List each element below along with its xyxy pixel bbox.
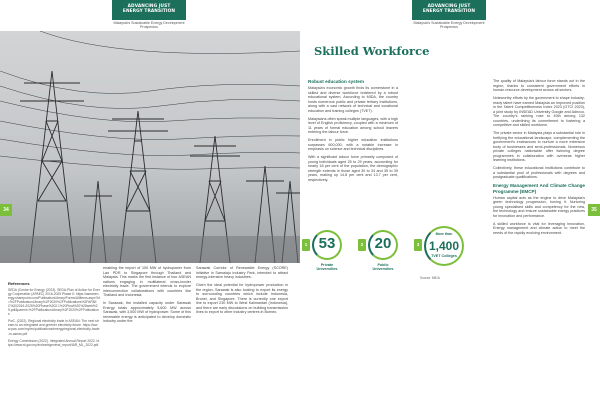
banner-line-2: ENERGY TRANSITION [122, 9, 176, 15]
header-banner [412, 0, 486, 20]
paragraph: Malaysia's economic growth finds its cornerstone in a skilled and diverse workforce bolstered by a robust educational system. According to MIDA, the country hosts numerous public and private tertiary institutions, along with a vast network of technical and vocational education and training colleges (TVET). [308, 86, 398, 113]
paragraph: With a significant labour force primarily composed of young individuals aged 25 to 29 years, accounting for nearly 18 per cent of the population, the demographic strength extends in those aged 30 to 34 and 35 to 39 years, making up 14.8 per cent and 13.7 per cent, respectively. [308, 155, 398, 182]
paragraph: The quality of Malaysia's labour force stands out in the region, thanks to consistent government efforts in human resource development across all sectors. [493, 79, 585, 92]
references-column [8, 282, 100, 350]
stat-caption [307, 263, 347, 272]
paragraph: The private sector in Malaysia plays a substantial role in fortifying the educational landscape, complementing the government's endeavours to nurture a more extensive body of businesses and semi-professionals. Numerous private colleges nationwide offer twinning degree programmes in collaboration with overseas higher learning institutions. [493, 131, 585, 162]
stat-caption-line-1: TVET Colleges [431, 254, 457, 258]
stat-number: 20 [374, 235, 392, 252]
reference-item: PwC. (2022). Regional electricity trade in ASEAN: The next stream to an integrated and greener electricity future. https://www.pwc.com/my/en/publications/energy/regional-electricity-trade-in-asean.pdf [8, 319, 100, 336]
right-text-column-1 [308, 79, 398, 186]
right-page [300, 0, 600, 407]
stat-top-label: More than [435, 232, 453, 236]
references-title: References [8, 281, 30, 286]
power-lines-illustration [0, 31, 300, 263]
power-lines-photo [0, 31, 300, 263]
header-banner [112, 0, 186, 20]
stat-public-universities [358, 226, 420, 276]
paragraph: Sarawak Corridor of Renewable Energy (SCORE) initiative in Samalaju Industry Park, intended to attract energy-intensive heavy industries. [196, 266, 288, 279]
stat-private-universities [302, 226, 364, 276]
section-heading: Robust education system [308, 79, 364, 84]
stats-source: Source: MIDA [420, 276, 440, 280]
paragraph: Malaysians often speak multiple languages, with a high level of English proficiency, coupled with a minimum of 11 years of formal education among school leavers entering the labour force. [308, 116, 398, 134]
paragraph: Given the ideal potential for hydropower production in the region, Sarawak is also looking to export its energy to surrounding countries which include Indonesia, Brunei, and Singapore. There is currently one export line to export 230 MW to West Kalimantan (Indonesia), and there are early discussions on building transmission lines to export to other industry centres in Borneo. [196, 283, 288, 314]
header-subtitle [384, 21, 514, 30]
stat-tvet-colleges [414, 226, 490, 276]
subtitle-line-2: Prospectus [140, 25, 158, 30]
stat-caption-line-2: Universities [372, 267, 394, 272]
header-subtitle [84, 21, 214, 30]
stat-number: 53 [318, 235, 336, 252]
stat-caption [424, 254, 464, 258]
paragraph: Enrollment in public higher education institutions surpasses 600,000, with a notable increase in emphasis on science and technical disciplines. [308, 138, 398, 151]
banner-line-2: ENERGY TRANSITION [422, 9, 476, 15]
right-text-column-2 [493, 79, 585, 239]
banner-line-1: ADVANCING JUST [127, 4, 171, 9]
stat-caption-line-1: Private [320, 263, 334, 267]
section-heading: Energy Management And Climate Change Programme (EMCP) [493, 183, 585, 194]
left-text-column-2 [103, 266, 191, 327]
paragraph: Collectively, these educational institutions contribute to a substantial pool of professionals with degrees and postgraduate qualifications. [493, 166, 585, 179]
subtitle-line-1: Malaysia's Sustainable Energy Development [113, 21, 185, 25]
stat-tab: 2 [358, 239, 366, 251]
subtitle-line-2: Prospectus [440, 25, 458, 30]
stat-tab: 3 [414, 239, 422, 251]
stat-number: 1,400 [428, 239, 460, 253]
paragraph: A skilled workforce is vital for leveraging innovation, Energy management and climate action to meet the needs of the rapidly evolving environment. [493, 221, 585, 235]
paragraph: Human capital acts as the engine to drive Malaysia's green technology progression, honing it. Nurturing young specialised skills and competency for the new, the technology and ensure sustainable energy practices for innovation and performance. [493, 195, 585, 218]
page-title: Skilled Workforce [314, 44, 430, 58]
reference-item: Energy Commission (2022). Integrated Annual Report 2022. https://www.st.gov.my/en/web/general_report/IAR_ML_2022.pdf [8, 338, 100, 347]
left-text-column-3 [196, 266, 288, 318]
page-number-left: 34 [0, 204, 12, 216]
reference-item: SEDA (Centre for Energy (2023). SEDA-Plan of Action for Energy Cooperation (APAEC) 2016-2025 Phase II: https://aseanenergy.sharepoint.com/PublicationLibrary/Forms/AllItems.aspx?id=%2FPublicationLibrary%2F2020%2FPublications%2FAPAEC%202016-2025%20Phase%202.1%20Final%20%28web%29.pdf&parent=%2FPublicationLibrary%2F2020%2FPublications [8, 287, 100, 317]
paragraph: Noteworthy efforts by the government to shape industry-ready talent have earned Malaysia an improved position in the Talent Competitiveness Index 2023 (GTCI 2023), a joint study by INSEAD University Google and Adecco. The country's ranking rose to 40th among 132 countries, underlining its commitment to fostering a competitive and skilled workforce. [493, 96, 585, 127]
banner-line-1: ADVANCING JUST [427, 4, 471, 9]
stat-caption-line-2: Universities [316, 267, 338, 272]
page-number-right: 35 [588, 204, 600, 216]
stat-tab: 1 [302, 239, 310, 251]
stat-caption-line-1: Public [377, 263, 389, 267]
stat-caption [363, 263, 403, 272]
paragraph: In Sarawak, the installed capacity under Sarawak Energy totals approximately 5,600 MW across Sarawak, with 3,500 MW of hydropower. Some of this renewable energy is anticipated to develop domestic industry under the [103, 301, 191, 323]
paragraph: enabling the import of 100 MW of hydropower from Lao PDR to Singapore through Thailand and Malaysia. This marks the first instance of four ASEAN nations engaging in multilateral cross-border electricity trade. The government intends to explore interconnection collaborations with countries like Thailand and Indonesia. [103, 266, 191, 297]
subtitle-line-1: Malaysia's Sustainable Energy Development [413, 21, 485, 25]
university-stats [302, 226, 490, 276]
